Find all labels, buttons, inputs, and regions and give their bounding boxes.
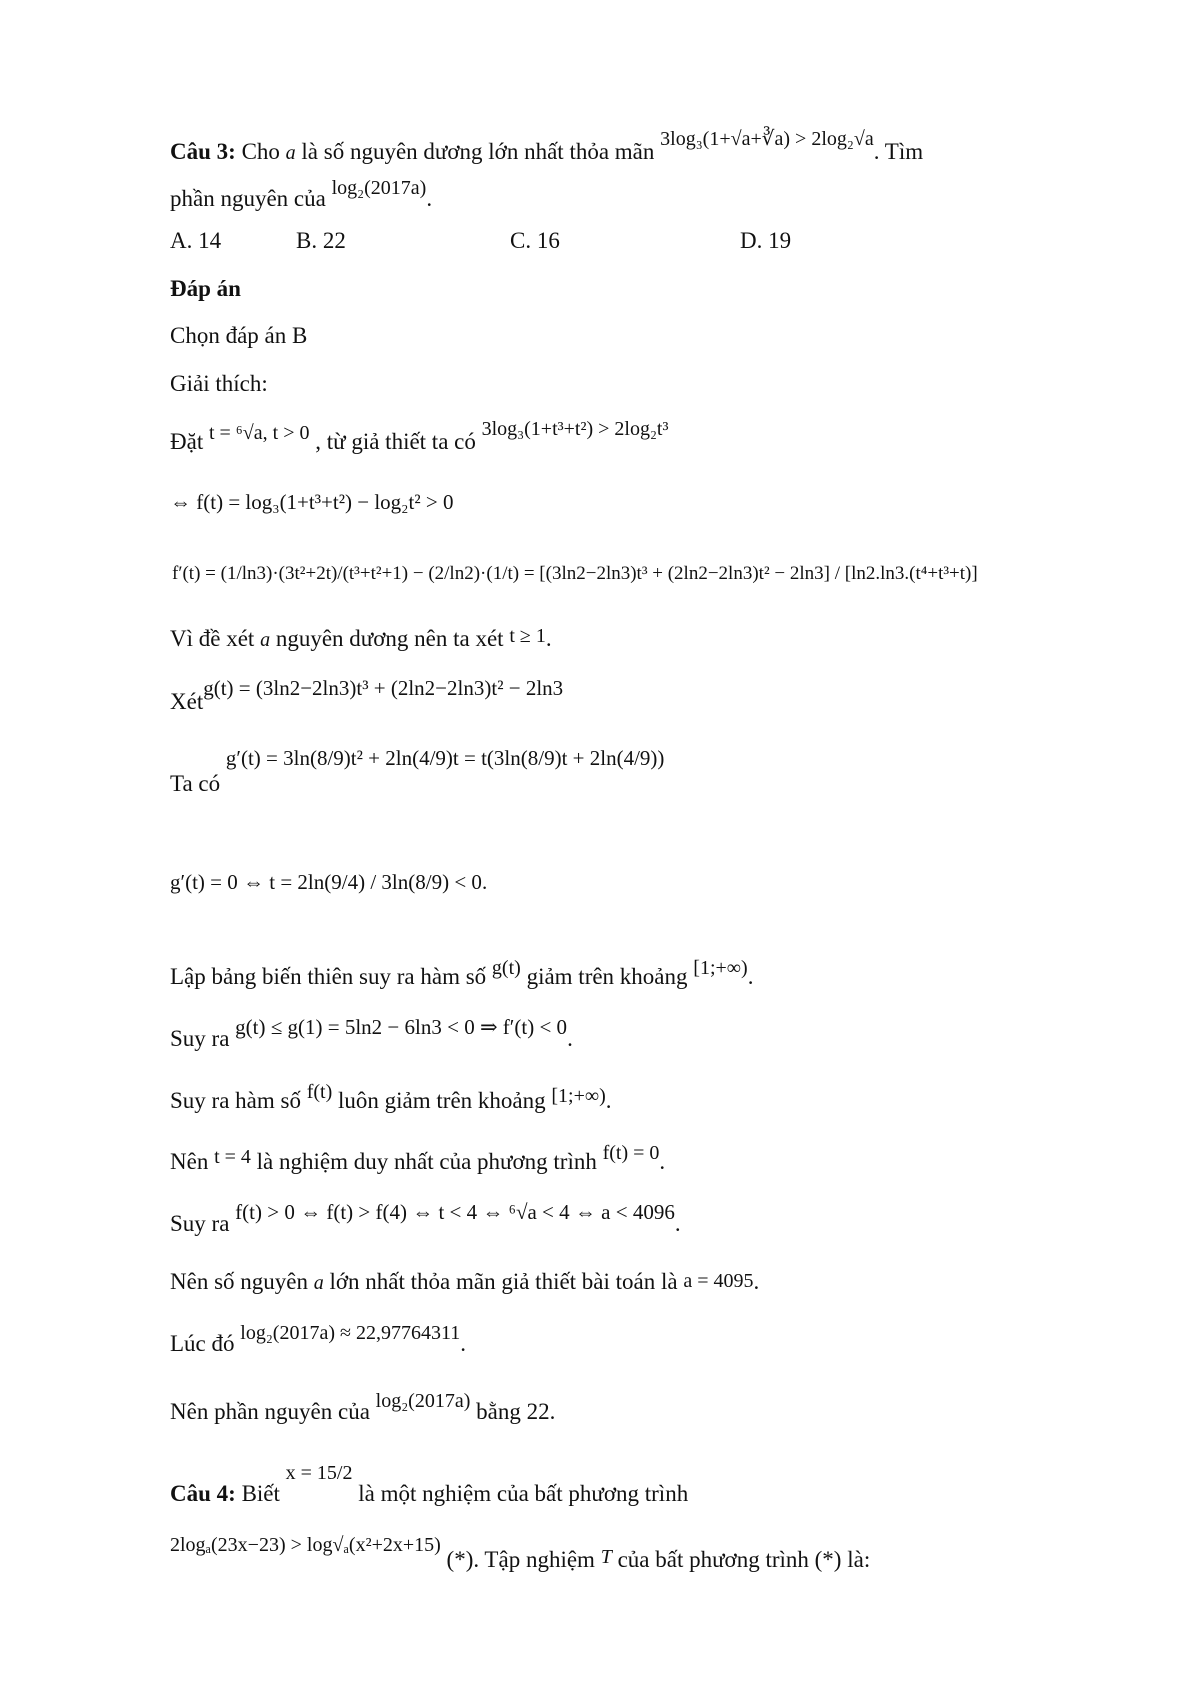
sol-line-6: [170, 746, 665, 798]
option-c: [510, 228, 560, 254]
sol-l7-end: .: [481, 870, 488, 894]
option-d-value: 19: [768, 228, 792, 253]
sol-l11-end: .: [659, 1149, 666, 1174]
sol-l4-var-a: a: [260, 629, 271, 651]
sol-l5-math: g(t) = (3ln2−2ln3)t³ + (2ln2−2ln3)t² − 2ln3: [203, 676, 564, 700]
q3-expr: log₂(2017a): [331, 177, 427, 199]
sol-line-10: [170, 1081, 612, 1116]
sol-l6-math: g′(t) = 3ln(8/9)t² + 2ln(4/9)t = t(3ln(8/9)t + 2ln(4/9)): [225, 746, 665, 770]
sol-line-15: [170, 1390, 556, 1427]
q4-text-2: là một nghiệm của bất phương trình: [358, 1481, 689, 1506]
sol-l13-text-2: lớn nhất thỏa mãn giả thiết bài toán là: [329, 1269, 678, 1294]
sol-l6-text: Ta có: [170, 771, 221, 796]
q4-math-2: 2logₐ(23x−23) > log√ₐ(x²+2x+15): [170, 1534, 441, 1556]
sol-l4-text: Vì đề xét: [170, 626, 255, 651]
sol-line-12: [170, 1200, 681, 1238]
q3-text-1: Cho: [241, 139, 280, 164]
q3-text-3: . Tìm: [873, 139, 924, 164]
option-d: [740, 228, 791, 254]
q4-text-1: Biết: [241, 1481, 280, 1506]
q3-condition: 3log₃(1+√a+∛a) > 2log₂√a: [660, 128, 874, 150]
option-a-key: A.: [170, 228, 193, 253]
q3-line-1: [170, 128, 924, 167]
sol-l1-math-1: t = ⁶√a, t > 0: [208, 422, 310, 444]
sol-l11-text-2: là nghiệm duy nhất của phương trình: [256, 1149, 597, 1174]
sol-l4-end: .: [545, 626, 552, 651]
answer-heading: Đáp án: [170, 276, 241, 301]
q4-text-4: của bất phương trình (*) là:: [617, 1547, 871, 1572]
sol-l14-text: Lúc đó: [170, 1331, 235, 1356]
sol-l14-math: log₂(2017a) ≈ 22,97764311: [240, 1322, 461, 1344]
sol-line-5: [170, 676, 564, 716]
sol-l8-end: .: [747, 964, 754, 989]
sol-line-7: [170, 868, 487, 896]
sol-l12-text: Suy ra: [170, 1211, 230, 1236]
sol-l12-end: .: [674, 1211, 681, 1236]
sol-line-4: [170, 625, 552, 654]
sol-l5-text: Xét: [170, 689, 204, 714]
sol-line-9: [170, 1015, 573, 1053]
sol-l13-var-a: a: [313, 1272, 324, 1294]
sol-line-1: [170, 418, 669, 457]
option-b-key: B.: [296, 228, 318, 253]
sol-l11-text: Nên: [170, 1149, 209, 1174]
sol-line-2: ⇔ f(t) = log₃(1+t³+t²) − log₂t² > 0: [170, 490, 454, 514]
sol-l8-math: g(t): [491, 957, 521, 979]
sol-line-3-derivative: f′(t) = (1/ln3)·(3t²+2t)/(t³+t²+1) − (2/ln2)·(1/t) = [(3ln2−2ln3)t³ + (2ln2−2ln3)t² − 2ln3] / [ln2.ln3.(t⁴+t³+t)]: [172, 563, 978, 584]
sol-l8-text: Lập bảng biến thiên suy ra hàm số: [170, 964, 487, 989]
sol-line-14: [170, 1322, 466, 1359]
q4-label: Câu 4:: [170, 1481, 236, 1506]
sol-l14-end: .: [460, 1331, 466, 1356]
sol-l10-text: Suy ra hàm số: [170, 1088, 301, 1113]
sol-l1-text: Đặt: [170, 429, 204, 454]
option-a: [170, 228, 221, 254]
sol-l4-math: t ≥ 1: [509, 625, 546, 647]
sol-line-8: [170, 957, 754, 992]
option-b-value: 22: [322, 228, 346, 253]
q4-line-2: [170, 1534, 871, 1575]
option-c-key: C.: [510, 228, 532, 253]
q4-line-1: [170, 1462, 689, 1509]
q3-text-5: .: [426, 186, 433, 211]
sol-l13-math: a = 4095: [683, 1270, 754, 1292]
option-c-value: 16: [536, 228, 560, 253]
sol-l8-math-2: [1;+∞): [693, 957, 748, 979]
sol-l15-math: log₂(2017a): [375, 1390, 471, 1412]
q4-var-t: T: [600, 1546, 612, 1568]
answer-explain: Giải thích:: [170, 371, 268, 396]
sol-l4-text-2: nguyên dương nên ta xét: [275, 626, 504, 651]
sol-l13-end: .: [753, 1269, 760, 1294]
q3-text-2: là số nguyên dương lớn nhất thỏa mãn: [301, 139, 655, 164]
sol-l9-end: .: [567, 1026, 573, 1051]
option-a-value: 14: [198, 228, 222, 253]
q4-math-1: x = 15/2: [285, 1462, 353, 1484]
sol-l7-math: g′(t) = 0 ⇔ t = 2ln(9/4) / 3ln(8/9) < 0: [170, 870, 482, 894]
sol-l10-text-2: luôn giảm trên khoảng: [338, 1088, 546, 1113]
sol-l15-text: Nên phần nguyên của: [170, 1399, 370, 1424]
sol-l12-math: f(t) > 0 ⇔ f(t) > f(4) ⇔ t < 4 ⇔ ⁶√a < 4 ⇔ a < 4096: [235, 1200, 675, 1224]
q3-line-2: [170, 177, 433, 214]
option-d-key: D.: [740, 228, 763, 253]
sol-l1-math-2: 3log₃(1+t³+t²) > 2log₂t³: [481, 418, 669, 440]
sol-l9-math: g(t) ≤ g(1) = 5ln2 − 6ln3 < 0 ⇒ f′(t) < 0: [235, 1015, 568, 1039]
sol-l8-text-2: giảm trên khoảng: [526, 964, 688, 989]
answer-choice: Chọn đáp án B: [170, 323, 308, 348]
sol-line-13: [170, 1268, 759, 1297]
q3-label: Câu 3:: [170, 139, 236, 164]
sol-l10-end: .: [605, 1088, 612, 1113]
option-b: [296, 228, 346, 254]
sol-l13-text: Nên số nguyên: [170, 1269, 308, 1294]
sol-l11-math-2: f(t) = 0: [602, 1142, 660, 1164]
q3-var-a: a: [285, 142, 296, 164]
sol-l10-math-2: [1;+∞): [551, 1085, 606, 1107]
sol-l9-text: Suy ra: [170, 1026, 230, 1051]
q4-text-3: (*). Tập nghiệm: [446, 1547, 595, 1572]
q3-text-4: phần nguyên của: [170, 186, 326, 211]
sol-l10-math: f(t): [306, 1081, 333, 1103]
sol-l11-math: t = 4: [214, 1146, 251, 1168]
sol-l1-text-2: , từ giả thiết ta có: [315, 429, 476, 454]
sol-line-11: [170, 1142, 666, 1177]
sol-l15-text-2: bằng 22.: [476, 1399, 556, 1424]
